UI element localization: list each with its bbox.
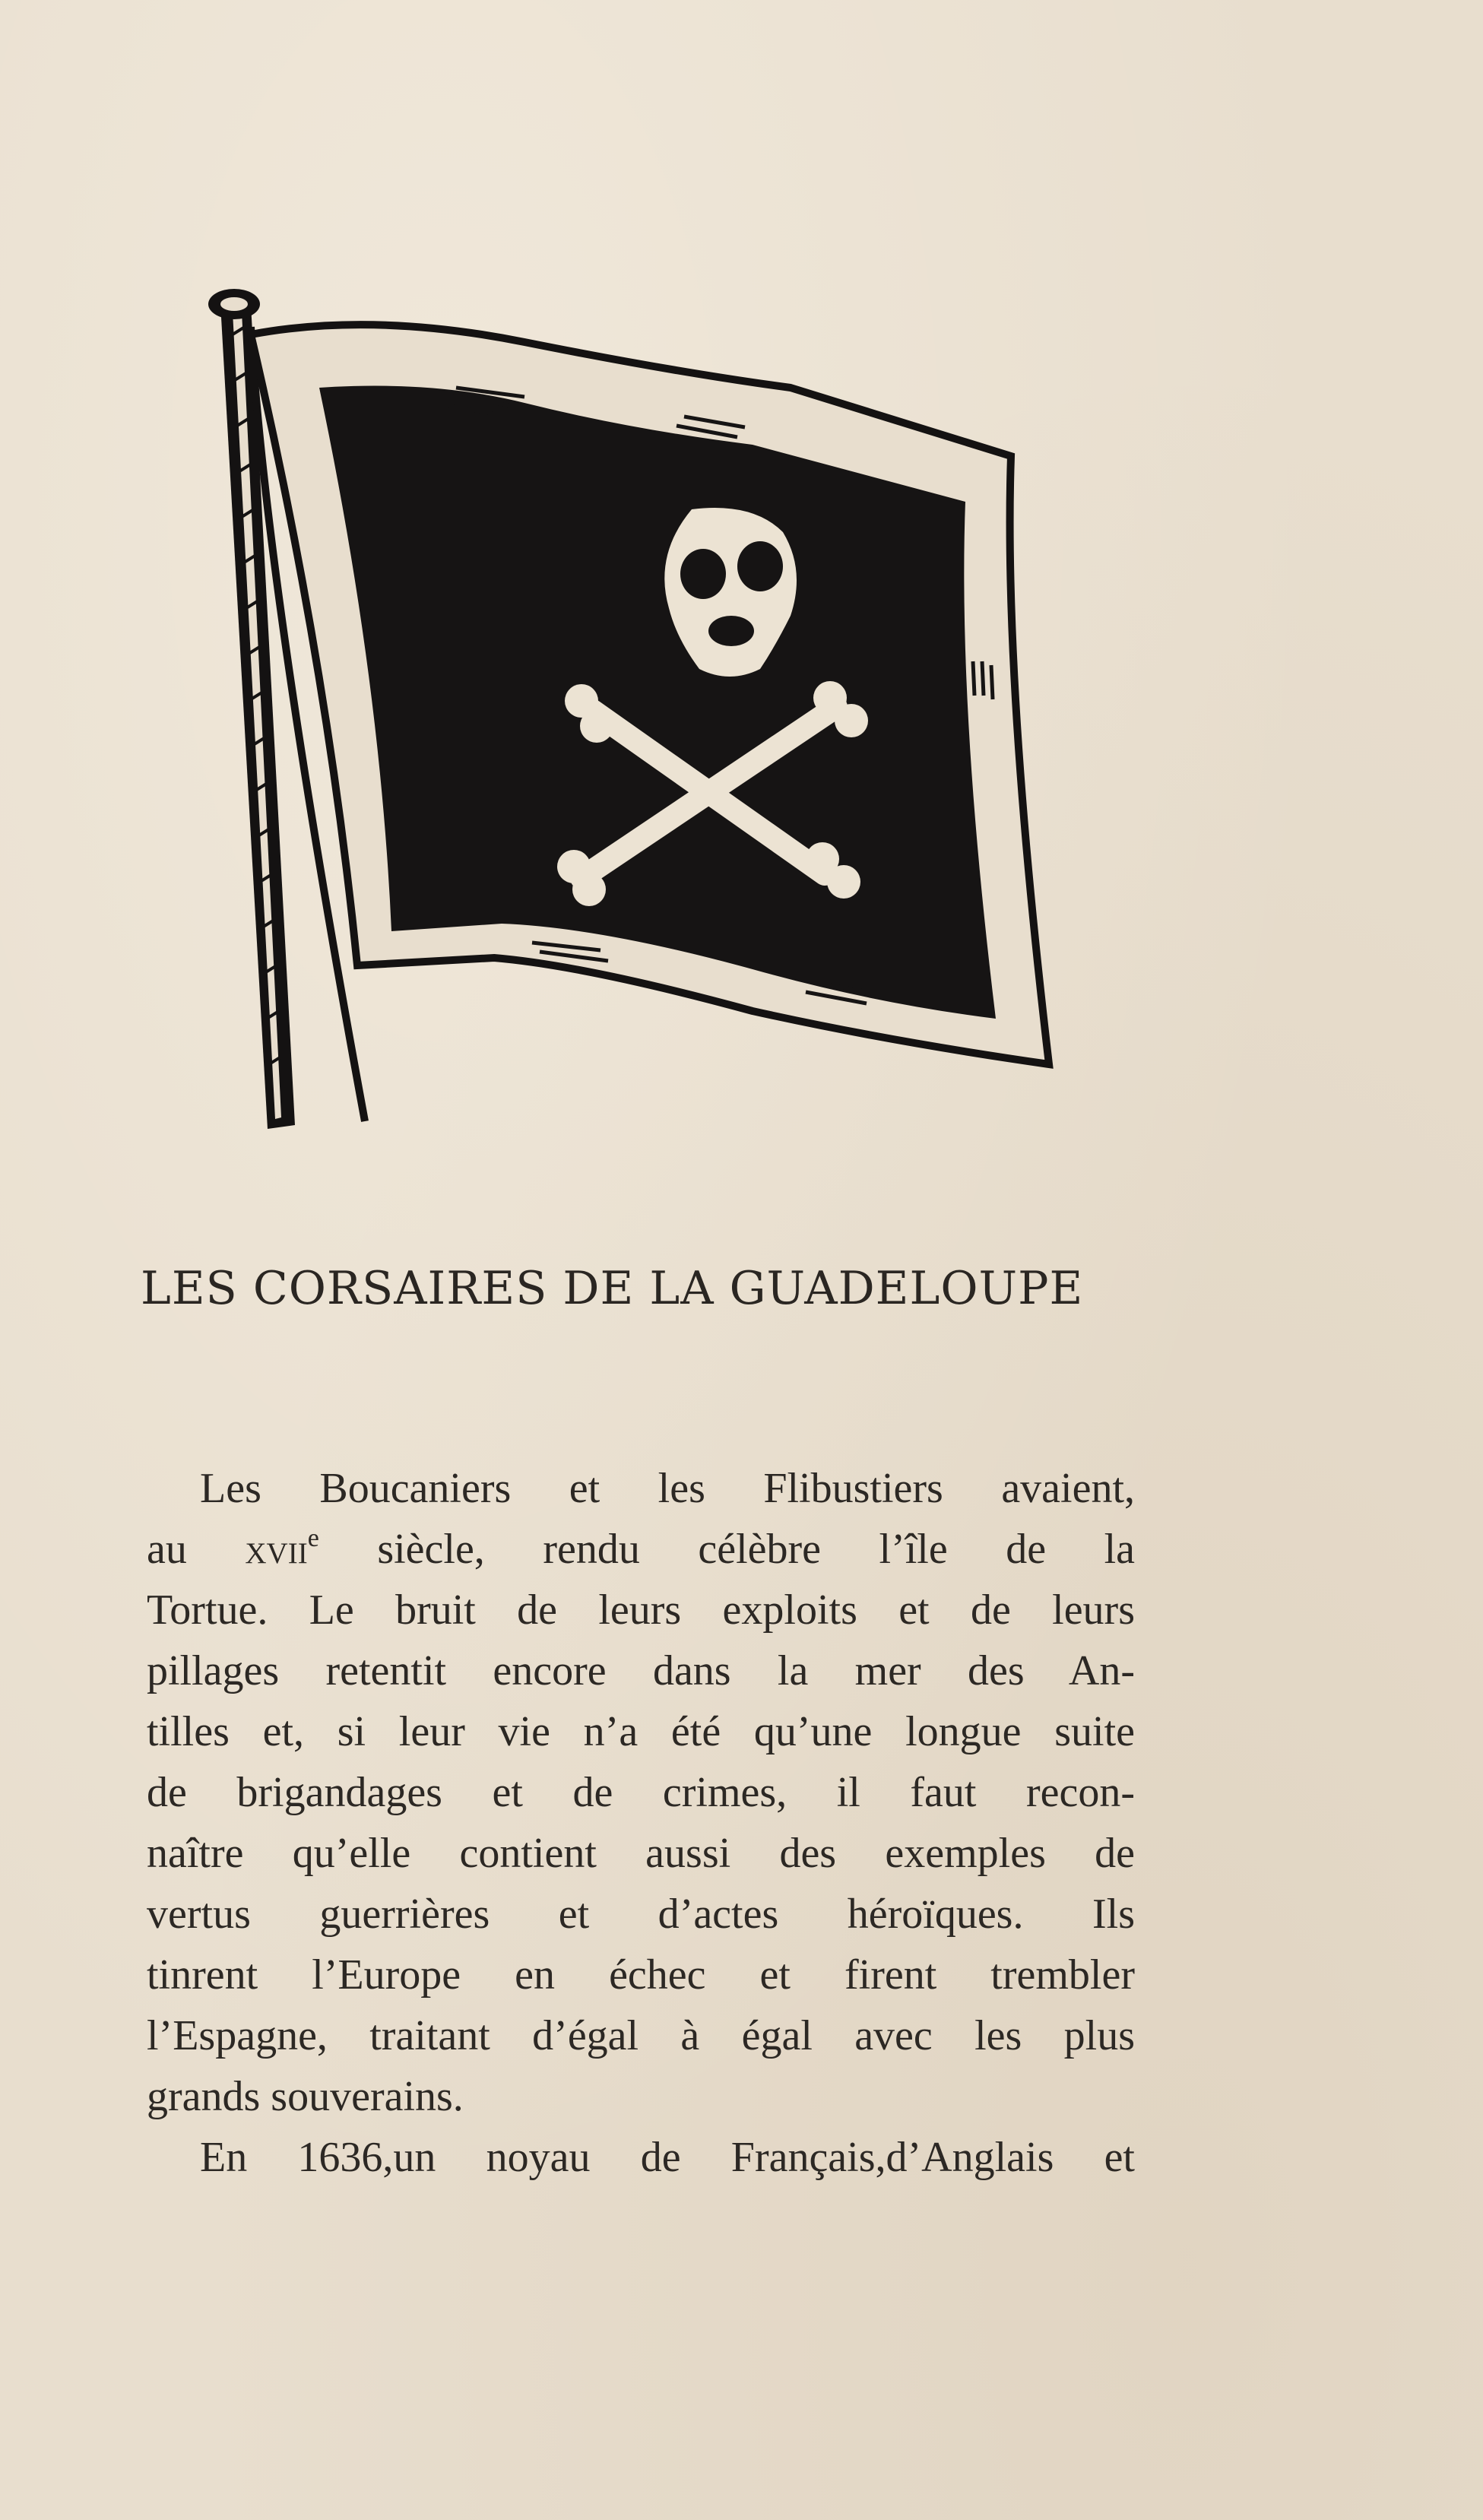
text-line: tilles et, si leur vie n’a été qu’une longue suite xyxy=(147,1708,1135,1755)
text-fragment: au xyxy=(147,1526,187,1573)
chapter-title: LES CORSAIRES DE LA GUADELOUPE xyxy=(141,1262,1084,1315)
text-line: l’Espagne, traitant d’égal à égal avec les plus xyxy=(147,2012,1135,2059)
century-superscript: e xyxy=(307,1524,319,1552)
text-line: de brigandages et de crimes, il faut recon- xyxy=(147,1769,1135,1816)
chapter-paragraph xyxy=(147,1458,1135,2188)
text-line: naître qu’elle contient aussi des exemples de xyxy=(147,1830,1135,1877)
text-line xyxy=(147,1519,1135,1580)
century-numeral: xvii xyxy=(245,1526,308,1573)
jolly-roger-flag-icon xyxy=(205,281,1072,1155)
text-line: grands souverains. xyxy=(147,2073,464,2120)
text-line: Tortue. Le bruit de leurs exploits et de leurs xyxy=(147,1586,1135,1634)
text-line: En 1636,un noyau de Français,d’Anglais et xyxy=(200,2134,1135,2181)
text-line: tinrent l’Europe en échec et firent trembler xyxy=(147,1951,1135,1999)
text-fragment: siècle, rendu célèbre l’île de la xyxy=(377,1526,1136,1573)
text-line: vertus guerrières et d’actes héroïques. Ils xyxy=(147,1891,1135,1938)
text-line: pillages retentit encore dans la mer des An- xyxy=(147,1647,1135,1694)
text-line: Les Boucaniers et les Flibustiers avaient, xyxy=(200,1465,1135,1512)
